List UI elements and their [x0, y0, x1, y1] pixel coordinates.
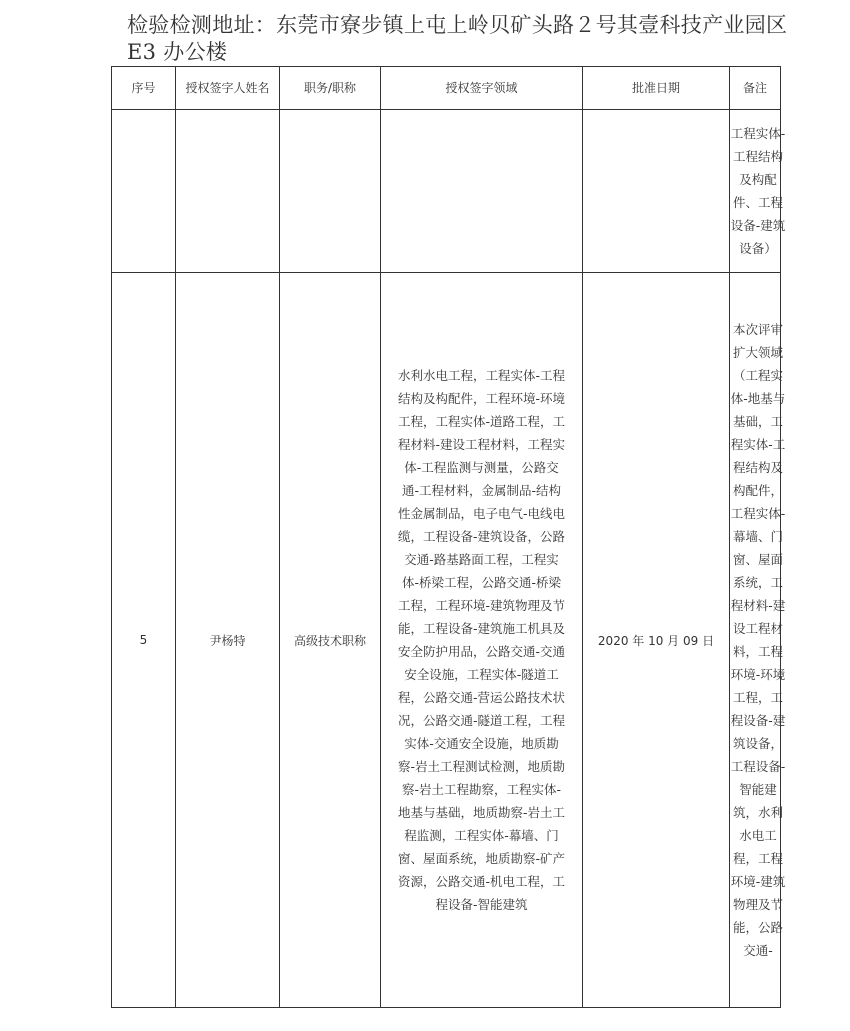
header-index: 序号	[112, 67, 176, 110]
cell-domain	[381, 273, 583, 1008]
header-remarks: 备注	[730, 67, 781, 110]
domain-text: 水利水电工程，工程实体-工程结构及构配件，工程环境-环境工程，工程实体-道路工程，工程材料-建设工程材料，工程实体-工程监测与测量，公路交通-工程材料，金属制品-结构性金属制品，电子电气-电线电缆，工程设备-建筑设备，公路交通-路基路面工程，工程实体-桥梁工程，公路交通-桥梁工程，工程环境-建筑物理及节能，工程设备-建筑施工机具及安全防护用品，公路交通-交通安全设施，工程实体-隧道工程，公路交通-营运公路技术状况，公路交通-隧道工程，工程实体-交通安全设施，地质勘察-岩土工程测试检测，地质勘察-岩土工程勘察，工程实体-地基与基础，地质勘察-岩土工程监测，工程实体-幕墙、门窗、屋面系统，地质勘察-矿产资源，公路交通-机电工程，工程设备-智能建筑	[397, 368, 565, 912]
cell-remark	[730, 110, 786, 273]
header-approval-date: 批准日期	[583, 67, 730, 110]
cell-date	[583, 110, 730, 273]
cell-position	[280, 110, 381, 273]
cell-remark	[730, 273, 786, 1008]
cell-index	[112, 110, 176, 273]
cell-name	[176, 110, 280, 273]
signatory-table	[111, 66, 786, 1008]
table-row	[112, 110, 781, 273]
table-row	[112, 273, 781, 1008]
header-signing-domain: 授权签字领域	[381, 67, 583, 110]
header-position: 职务/职称	[280, 67, 381, 110]
cell-name: 尹杨特	[176, 273, 280, 1008]
cell-position: 高级技术职称	[280, 273, 381, 1008]
document-title: 检验检测地址：东莞市寮步镇上屯上岭贝矿头路２号其壹科技产业园区 E3 办公楼	[127, 13, 788, 64]
table-header-row	[112, 67, 781, 110]
remark-text: 工程实体-工程结构及构配件、工程设备-建筑设备）	[730, 126, 786, 256]
cell-date: 2020 年 10 月 09 日	[583, 273, 730, 1008]
remark-text: 本次评审扩大领域（工程实体-地基与基础，工程实体-工程结构及构配件，工程实体-幕墙、门窗、屋面系统，工程材料-建设工程材料，工程环境-环境工程，工程设备-建筑设备，工程设备-智能建筑，水利水电工程，工程环境-建筑物理及节能，公路交通-	[730, 322, 786, 958]
cell-domain	[381, 110, 583, 273]
header-signatory-name: 授权签字人姓名	[176, 67, 280, 110]
cell-index: 5	[112, 273, 176, 1008]
